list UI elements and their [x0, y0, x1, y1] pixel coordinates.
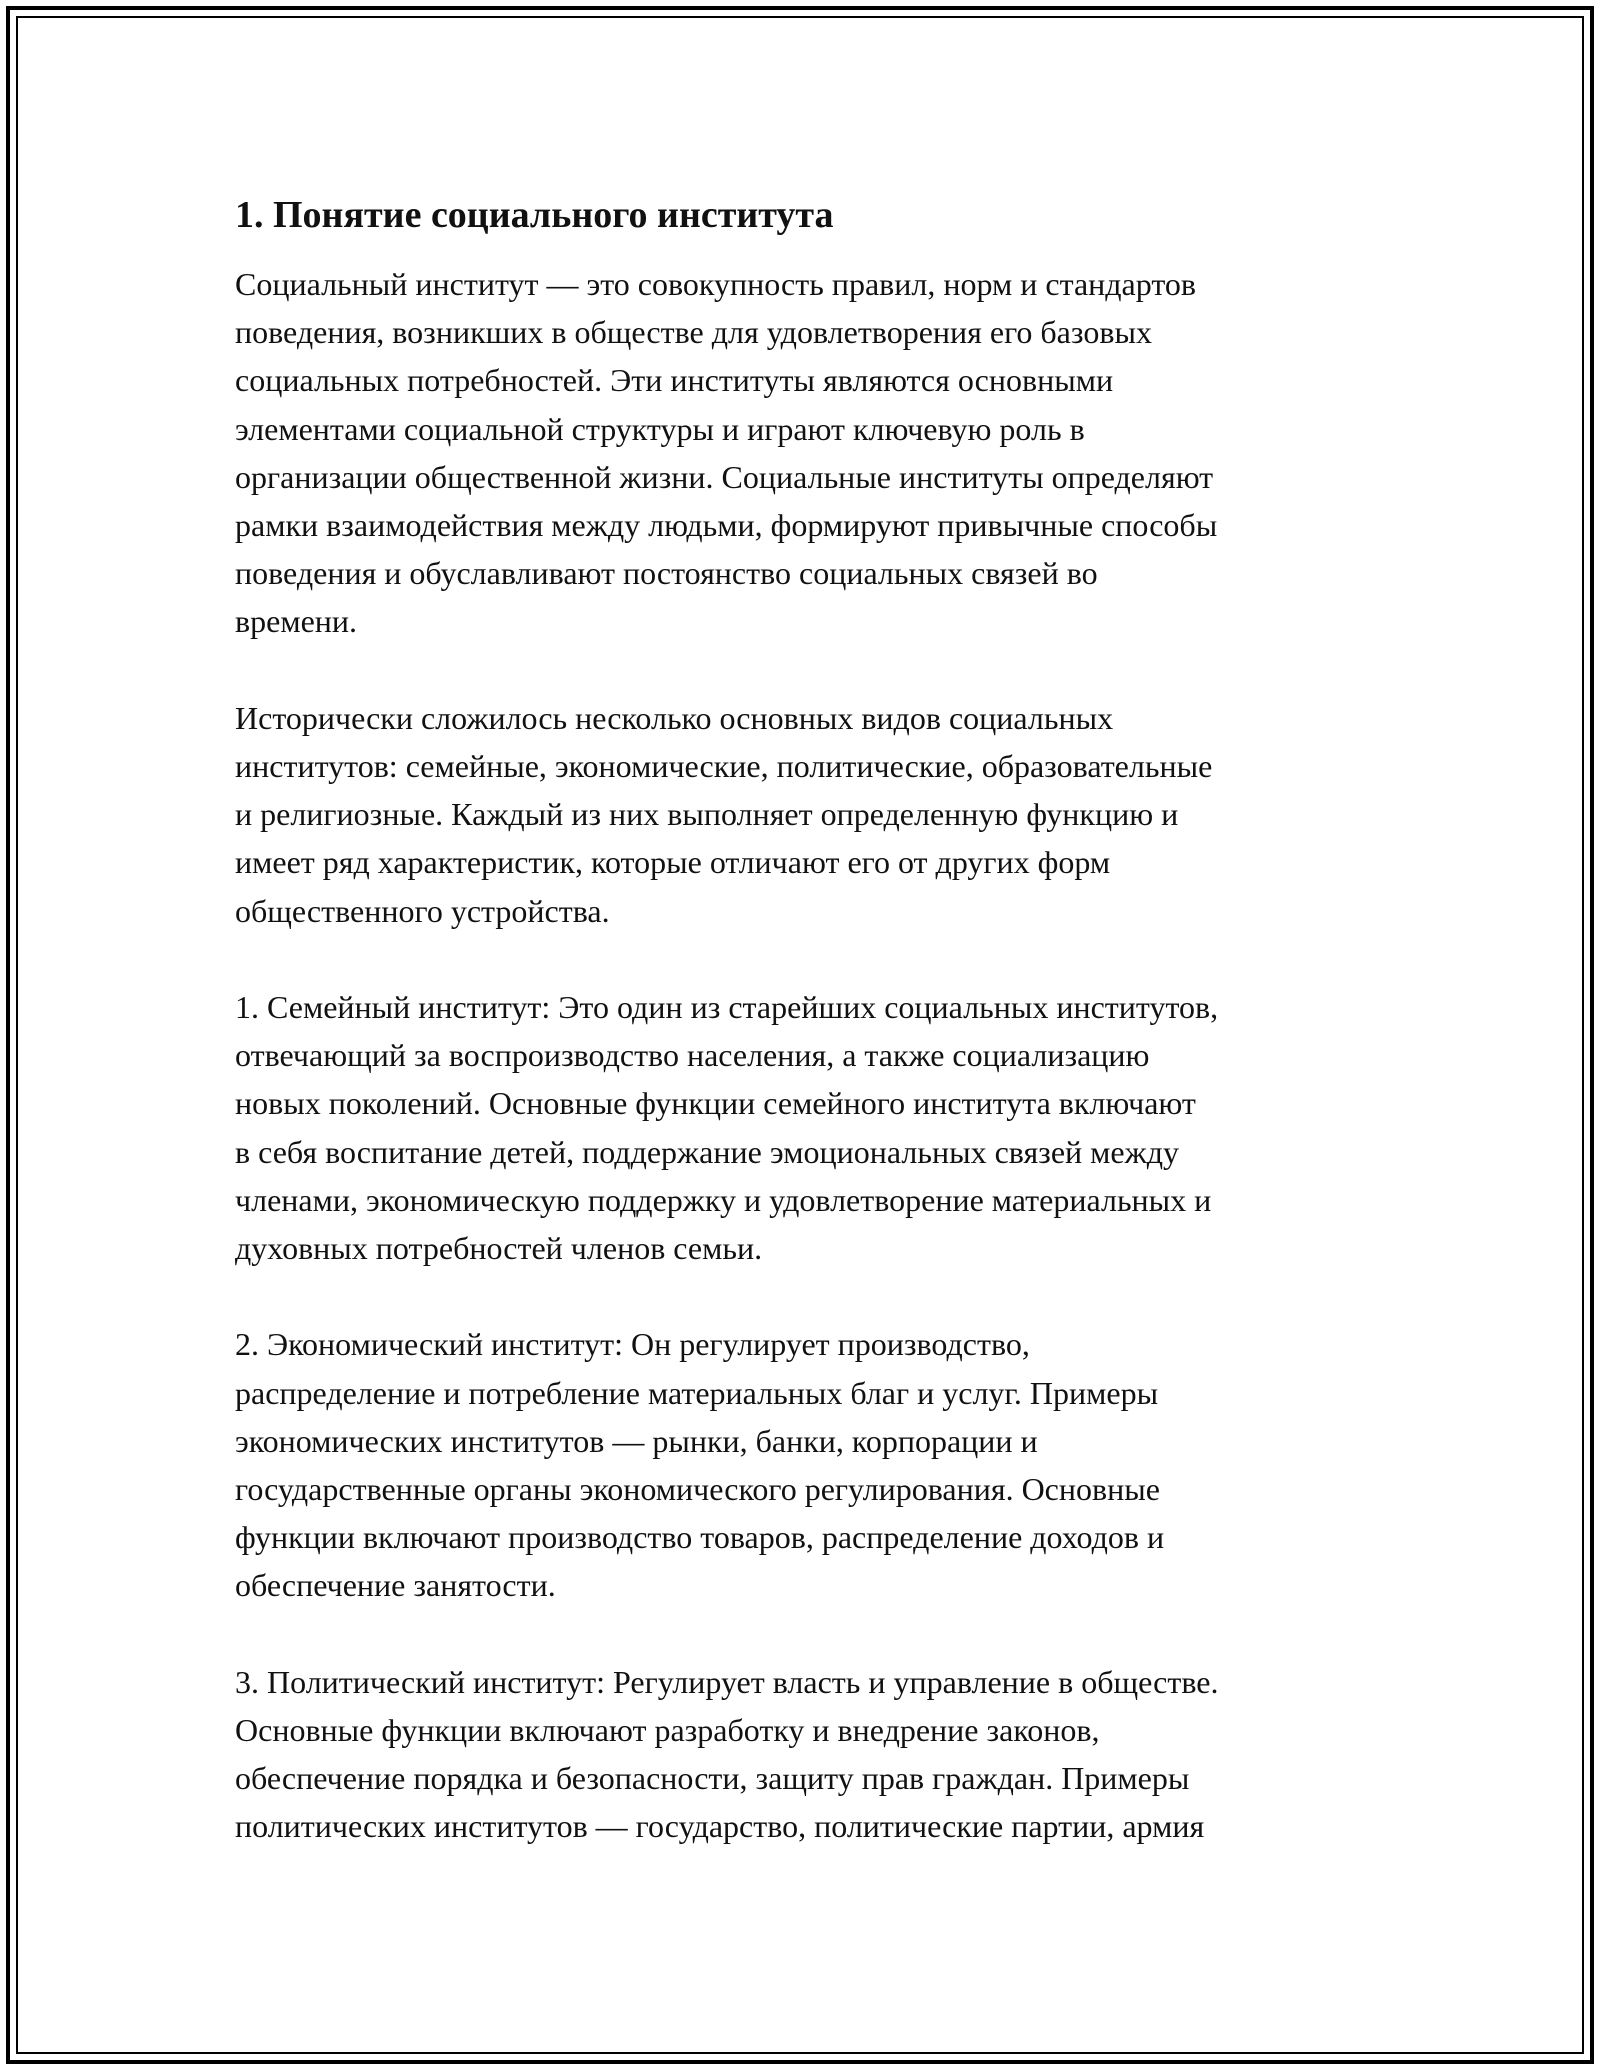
text-line: Исторически сложилось несколько основных видов социальных — [235, 699, 1114, 736]
text-line: 1. Семейный институт: Это один из старейших социальных институтов, — [235, 989, 1219, 1026]
text-line: обеспечение занятости. — [235, 1567, 556, 1604]
text-line: 2. Экономический институт: Он регулирует производство, — [235, 1326, 1030, 1363]
paragraph-types — [235, 694, 1385, 935]
text-line: поведения, возникших в обществе для удовлетворения его базовых — [235, 314, 1152, 351]
text-line: распределение и потребление материальных благ и услуг. Примеры — [235, 1374, 1159, 1411]
text-line: организации общественной жизни. Социальные институты определяют — [235, 458, 1214, 495]
text-line: 3. Политический институт: Регулирует власть и управление в обществе. — [235, 1663, 1219, 1700]
document-page — [235, 188, 1385, 1851]
text-line: духовных потребностей членов семьи. — [235, 1230, 763, 1267]
paragraph-political-institution — [235, 1658, 1385, 1851]
paragraph-economic-institution — [235, 1320, 1385, 1609]
text-line: Социальный институт — это совокупность правил, норм и стандартов — [235, 266, 1196, 302]
text-line: поведения и обуславливают постоянство социальных связей во — [235, 555, 1098, 592]
text-line: новых поколений. Основные функции семейного института включают — [235, 1085, 1196, 1122]
text-line: в себя воспитание детей, поддержание эмоциональных связей между — [235, 1133, 1179, 1170]
section-heading: 1. Понятие социального института — [235, 194, 834, 236]
text-line: членами, экономическую поддержку и удовлетворение материальных и — [235, 1181, 1212, 1218]
text-line: политических институтов — государство, политические партии, армия — [235, 1808, 1205, 1845]
text-line: отвечающий за воспроизводство населения, а также социализацию — [235, 1037, 1150, 1074]
text-line: обеспечение порядка и безопасности, защиту прав граждан. Примеры — [235, 1760, 1190, 1797]
text-line: времени. — [235, 603, 358, 640]
text-line: функции включают производство товаров, распределение доходов и — [235, 1519, 1165, 1556]
text-line: социальных потребностей. Эти институты являются основными — [235, 362, 1114, 399]
text-line: общественного устройства. — [235, 892, 610, 929]
text-line: имеет ряд характеристик, которые отличают его от других форм — [235, 844, 1111, 881]
text-line: Основные функции включают разработку и внедрение законов, — [235, 1712, 1100, 1749]
paragraph-definition — [235, 260, 1385, 646]
text-line: государственные органы экономического регулирования. Основные — [235, 1471, 1160, 1508]
text-line: рамки взаимодействия между людьми, формируют привычные способы — [235, 507, 1218, 544]
text-line: элементами социальной структуры и играют ключевую роль в — [235, 410, 1085, 447]
text-line: экономических институтов — рынки, банки, корпорации и — [235, 1422, 1038, 1459]
paragraph-family-institution — [235, 983, 1385, 1272]
text-line: институтов: семейные, экономические, политические, образовательные — [235, 748, 1213, 785]
text-line: и религиозные. Каждый из них выполняет определенную функцию и — [235, 796, 1179, 833]
